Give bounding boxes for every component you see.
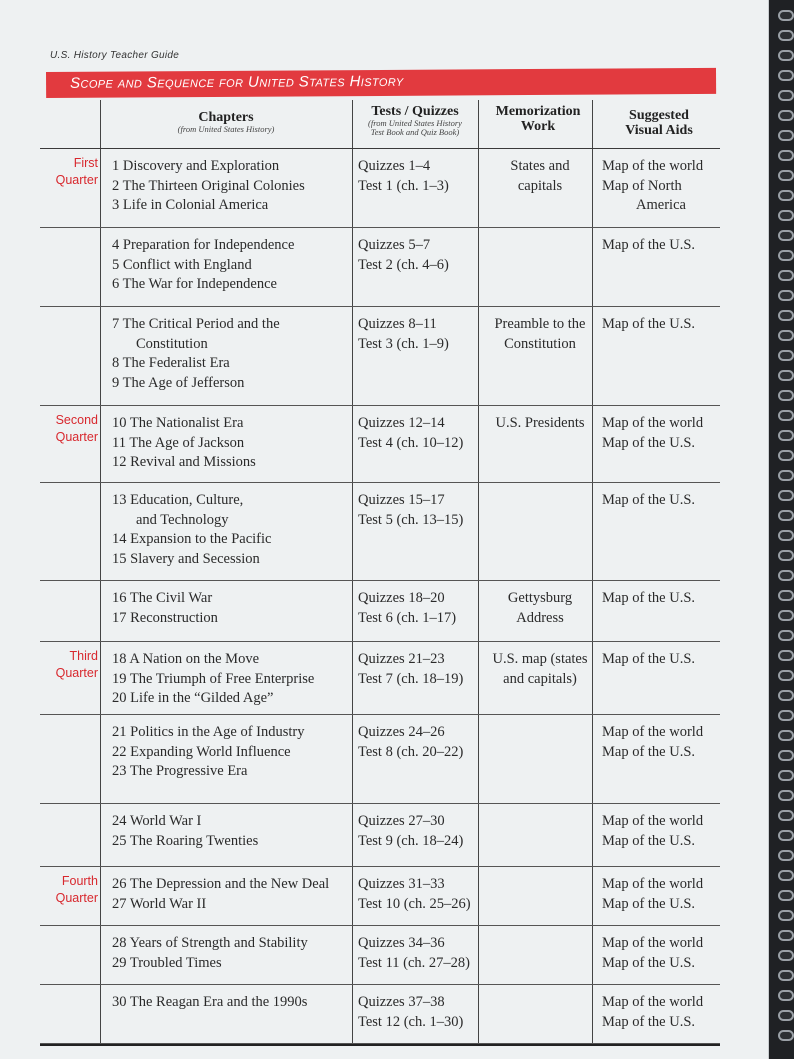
spiral-coil — [778, 250, 794, 261]
memorization-work-line: Gettysburg — [507, 590, 573, 606]
visual-aids-line: Map of the world — [602, 724, 704, 740]
spiral-coil — [778, 370, 794, 381]
column-divider — [478, 926, 479, 984]
column-divider — [100, 985, 101, 1043]
visual-aids-line: Map of the U.S. — [602, 434, 696, 451]
memorization-work-line: U.S. map (states — [492, 651, 588, 667]
tests-quizzes — [358, 993, 482, 1032]
quarter-label — [40, 873, 98, 907]
visual-aids — [602, 875, 720, 914]
spiral-coil — [778, 210, 794, 221]
scope-sequence-table — [40, 100, 720, 1044]
visual-aids-line: America — [636, 197, 686, 213]
header-memorization-label2: Work — [520, 119, 556, 134]
chapter-list — [112, 414, 352, 473]
memorization-work-line: U.S. Presidents — [495, 415, 585, 431]
tests-quizzes — [358, 934, 482, 973]
spiral-coil — [778, 470, 794, 481]
quarter-label-line: Quarter — [55, 666, 98, 680]
visual-aids-line: Map of the world — [602, 415, 704, 431]
visual-aids — [602, 414, 720, 453]
visual-aids-line: Map of North — [602, 177, 682, 194]
visual-aids — [602, 589, 720, 609]
table-bottom-rule — [40, 1044, 720, 1046]
header-visual-aids — [598, 100, 720, 156]
tests-quizzes-line: Quizzes 1–4 — [358, 158, 431, 174]
header-tests-sub2: Test Book and Quiz Book) — [370, 127, 460, 137]
column-divider — [352, 307, 353, 405]
chapter-list-line: 6 The War for Independence — [112, 276, 277, 292]
spiral-coil — [778, 490, 794, 501]
chapter-list-line: 22 Expanding World Influence — [112, 743, 291, 760]
tests-quizzes-line: Test 9 (ch. 18–24) — [358, 832, 464, 849]
tests-quizzes-line: Quizzes 21–23 — [358, 651, 445, 667]
spiral-coil — [778, 270, 794, 281]
spiral-coil — [778, 970, 794, 981]
chapter-list-line: 26 The Depression and the New Deal — [112, 876, 330, 892]
column-divider — [100, 307, 101, 405]
spiral-coil — [778, 450, 794, 461]
table-row — [40, 715, 720, 804]
chapter-list — [112, 993, 352, 1013]
quarter-label — [40, 155, 98, 189]
column-divider — [100, 867, 101, 925]
tests-quizzes — [358, 315, 482, 354]
column-divider — [478, 867, 479, 925]
spiral-coil — [778, 30, 794, 41]
column-divider — [478, 307, 479, 405]
header-divider — [352, 100, 353, 148]
visual-aids — [602, 934, 720, 973]
header-chapters-label: Chapters — [198, 110, 254, 125]
visual-aids-line: Map of the U.S. — [602, 590, 696, 606]
column-divider — [478, 406, 479, 482]
chapter-list-line: 3 Life in Colonial America — [112, 197, 269, 213]
chapter-list — [112, 650, 352, 709]
column-divider — [352, 483, 353, 580]
tests-quizzes — [358, 491, 482, 530]
spiral-coil — [778, 130, 794, 141]
visual-aids — [602, 236, 720, 256]
tests-quizzes-line: Test 2 (ch. 4–6) — [358, 256, 449, 273]
spiral-coil — [778, 670, 794, 681]
column-divider — [100, 149, 101, 227]
memorization-work-line: Address — [516, 609, 564, 626]
visual-aids-line: Map of the U.S. — [602, 743, 696, 760]
tests-quizzes-line: Test 5 (ch. 13–15) — [358, 511, 464, 528]
table-row — [40, 985, 720, 1044]
tests-quizzes-line: Quizzes 37–38 — [358, 994, 445, 1010]
chapter-list-line: 23 The Progressive Era — [112, 763, 248, 779]
spiral-coil — [778, 790, 794, 801]
tests-quizzes-line: Test 11 (ch. 27–28) — [358, 954, 471, 971]
column-divider — [352, 228, 353, 306]
chapter-list-line: 28 Years of Strength and Stability — [112, 935, 308, 951]
chapter-list-line: 27 World War II — [112, 895, 207, 912]
visual-aids-line: Map of the world — [602, 876, 704, 892]
spiral-coil — [778, 310, 794, 321]
spiral-coil — [778, 90, 794, 101]
tests-quizzes — [358, 875, 482, 914]
spiral-coil — [778, 50, 794, 61]
column-divider — [352, 406, 353, 482]
visual-aids — [602, 315, 720, 335]
spiral-coil — [778, 690, 794, 701]
tests-quizzes-line: Test 8 (ch. 20–22) — [358, 743, 464, 760]
column-divider — [352, 985, 353, 1043]
column-divider — [592, 228, 593, 306]
tests-quizzes-line: Quizzes 12–14 — [358, 415, 445, 431]
header-divider — [478, 100, 479, 148]
chapter-list-line: 16 The Civil War — [112, 590, 213, 606]
chapter-list — [112, 315, 352, 393]
chapter-list-line: 25 The Roaring Twenties — [112, 832, 259, 849]
column-divider — [478, 715, 479, 803]
column-divider — [592, 926, 593, 984]
header-divider — [100, 100, 101, 148]
banner-title: Scope and Sequence for United States History — [70, 72, 404, 92]
chapter-list-line: 18 A Nation on the Move — [112, 651, 260, 667]
chapter-list — [112, 236, 352, 295]
column-divider — [592, 307, 593, 405]
tests-quizzes-line: Test 12 (ch. 1–30) — [358, 1013, 464, 1030]
tests-quizzes — [358, 157, 482, 196]
spiral-coil — [778, 550, 794, 561]
header-divider — [592, 100, 593, 148]
chapter-list-line: 12 Revival and Missions — [112, 454, 256, 470]
table-row — [40, 307, 720, 406]
memorization-work-line: States and — [510, 158, 570, 174]
header-visual-label2: Visual Aids — [625, 123, 693, 138]
table-row — [40, 867, 720, 926]
column-divider — [478, 985, 479, 1043]
spiral-coil — [778, 150, 794, 161]
visual-aids-line: Map of the U.S. — [602, 492, 696, 508]
chapter-list-line: Constitution — [136, 335, 208, 352]
visual-aids-line: Map of the U.S. — [602, 651, 696, 667]
chapter-list — [112, 157, 352, 216]
quarter-label-line: Third — [69, 649, 98, 663]
quarter-label-line: Quarter — [55, 891, 98, 905]
quarter-label-line: First — [73, 156, 98, 170]
chapter-list-line: 30 The Reagan Era and the 1990s — [112, 994, 308, 1010]
chapter-list-line: 14 Expansion to the Pacific — [112, 531, 272, 547]
chapter-list — [112, 812, 352, 851]
column-divider — [100, 406, 101, 482]
memorization-work — [482, 157, 598, 196]
chapter-list — [112, 589, 352, 628]
quarter-label-line: Quarter — [55, 173, 98, 187]
header-tests-label: Tests / Quizzes — [371, 104, 459, 119]
column-divider — [478, 228, 479, 306]
spiral-coil — [778, 710, 794, 721]
column-divider — [592, 642, 593, 714]
spiral-coil — [778, 570, 794, 581]
visual-aids — [602, 993, 720, 1032]
column-divider — [592, 867, 593, 925]
header-tests-sub1: (from United States History — [368, 118, 462, 128]
chapter-list-line: 20 Life in the “Gilded Age” — [112, 690, 274, 706]
tests-quizzes-line: Quizzes 27–30 — [358, 813, 445, 829]
spiral-coil — [778, 110, 794, 121]
spiral-coil — [778, 350, 794, 361]
spiral-coil — [778, 990, 794, 1001]
visual-aids-line: Map of the world — [602, 935, 704, 951]
chapter-list-line: 11 The Age of Jackson — [112, 434, 245, 451]
column-divider — [352, 867, 353, 925]
tests-quizzes-line: Test 4 (ch. 10–12) — [358, 434, 464, 451]
table-row — [40, 483, 720, 581]
column-divider — [352, 642, 353, 714]
spiral-coil — [778, 1010, 794, 1021]
column-divider — [352, 926, 353, 984]
spiral-coil — [778, 930, 794, 941]
table-row — [40, 642, 720, 715]
spiral-coil — [778, 190, 794, 201]
memorization-work-line: and capitals) — [503, 670, 577, 687]
running-head: U.S. History Teacher Guide — [50, 50, 180, 61]
visual-aids-line: Map of the U.S. — [602, 895, 696, 912]
spiral-coil — [778, 650, 794, 661]
chapter-list-line: 9 The Age of Jefferson — [112, 374, 245, 391]
title-banner — [46, 68, 716, 98]
quarter-label-line: Fourth — [61, 874, 98, 888]
tests-quizzes — [358, 589, 482, 628]
memorization-work-line: Preamble to the — [494, 316, 586, 332]
chapter-list-line: 13 Education, Culture, — [112, 492, 244, 508]
memorization-work — [482, 414, 598, 434]
spiral-coil — [778, 510, 794, 521]
column-divider — [478, 149, 479, 227]
spiral-coil — [778, 530, 794, 541]
chapter-list-line: 4 Preparation for Independence — [112, 237, 295, 253]
column-divider — [100, 483, 101, 580]
tests-quizzes-line: Quizzes 34–36 — [358, 935, 445, 951]
tests-quizzes-line: Quizzes 24–26 — [358, 724, 445, 740]
tests-quizzes-line: Test 7 (ch. 18–19) — [358, 670, 464, 687]
chapter-list-line: 10 The Nationalist Era — [112, 415, 244, 431]
chapter-list — [112, 491, 352, 569]
spiral-coil — [778, 830, 794, 841]
quarter-label — [40, 648, 98, 682]
column-divider — [352, 581, 353, 641]
chapter-list-line: 15 Slavery and Secession — [112, 550, 260, 567]
spiral-coil — [778, 410, 794, 421]
header-visual-label1: Suggested — [629, 108, 689, 123]
spiral-coil — [778, 610, 794, 621]
spiral-coil — [778, 630, 794, 641]
chapter-list-line: 19 The Triumph of Free Enterprise — [112, 670, 315, 687]
memorization-work — [482, 589, 598, 628]
visual-aids — [602, 157, 720, 216]
column-divider — [592, 483, 593, 580]
column-divider — [478, 483, 479, 580]
header-memorization-label1: Memorization — [495, 104, 581, 119]
column-divider — [352, 149, 353, 227]
spiral-coil — [778, 390, 794, 401]
tests-quizzes-line: Test 10 (ch. 25–26) — [358, 895, 471, 912]
tests-quizzes-line: Quizzes 18–20 — [358, 590, 445, 606]
tests-quizzes-line: Quizzes 5–7 — [358, 237, 431, 253]
visual-aids-line: Map of the U.S. — [602, 1013, 696, 1030]
tests-quizzes-line: Quizzes 31–33 — [358, 876, 445, 892]
chapter-list-line: 21 Politics in the Age of Industry — [112, 724, 305, 740]
tests-quizzes-line: Quizzes 8–11 — [358, 316, 437, 332]
tests-quizzes-line: Test 3 (ch. 1–9) — [358, 335, 449, 352]
memorization-work — [482, 650, 598, 689]
spiral-coil — [778, 770, 794, 781]
column-divider — [478, 581, 479, 641]
spiral-coil — [778, 10, 794, 21]
table-row — [40, 926, 720, 985]
column-divider — [592, 985, 593, 1043]
table-header — [40, 100, 720, 149]
tests-quizzes-line: Quizzes 15–17 — [358, 492, 445, 508]
column-divider — [478, 642, 479, 714]
visual-aids-line: Map of the world — [602, 994, 704, 1010]
spiral-coil — [778, 170, 794, 181]
visual-aids-line: Map of the world — [602, 158, 704, 174]
spiral-coil — [778, 1030, 794, 1041]
header-chapters-sub: (from United States History) — [177, 124, 275, 134]
visual-aids — [602, 491, 720, 511]
column-divider — [100, 715, 101, 803]
table-body — [40, 149, 720, 1044]
quarter-label-line: Quarter — [55, 430, 98, 444]
column-divider — [352, 804, 353, 866]
spiral-coil — [778, 950, 794, 961]
tests-quizzes-line: Test 1 (ch. 1–3) — [358, 177, 449, 194]
table-row — [40, 406, 720, 483]
spiral-coil — [778, 850, 794, 861]
visual-aids-line: Map of the U.S. — [602, 954, 696, 971]
column-divider — [592, 406, 593, 482]
chapter-list-line: 24 World War I — [112, 813, 202, 829]
visual-aids-line: Map of the U.S. — [602, 316, 696, 332]
header-tests — [352, 100, 478, 152]
chapter-list — [112, 934, 352, 973]
tests-quizzes — [358, 414, 482, 453]
visual-aids-line: Map of the U.S. — [602, 237, 696, 253]
spiral-binding — [772, 10, 794, 1055]
column-divider — [592, 581, 593, 641]
chapter-list-line: and Technology — [136, 511, 229, 528]
tests-quizzes — [358, 650, 482, 689]
chapter-list-line: 7 The Critical Period and the — [112, 316, 280, 332]
visual-aids-line: Map of the world — [602, 813, 704, 829]
memorization-work-line: Constitution — [504, 335, 576, 352]
spiral-coil — [778, 810, 794, 821]
spiral-coil — [778, 330, 794, 341]
spiral-coil — [778, 290, 794, 301]
header-memorization — [478, 100, 598, 152]
visual-aids — [602, 812, 720, 851]
tests-quizzes — [358, 236, 482, 275]
visual-aids — [602, 723, 720, 762]
spiral-coil — [778, 230, 794, 241]
column-divider — [100, 804, 101, 866]
column-divider — [100, 926, 101, 984]
column-divider — [592, 804, 593, 866]
table-row — [40, 228, 720, 307]
chapter-list — [112, 723, 352, 782]
memorization-work-line: capitals — [517, 177, 563, 194]
spiral-coil — [778, 890, 794, 901]
spiral-coil — [778, 910, 794, 921]
visual-aids — [602, 650, 720, 670]
table-row — [40, 149, 720, 228]
spiral-coil — [778, 730, 794, 741]
chapter-list — [112, 875, 352, 914]
column-divider — [592, 149, 593, 227]
memorization-work — [482, 315, 598, 354]
chapter-list-line: 8 The Federalist Era — [112, 355, 230, 371]
tests-quizzes — [358, 812, 482, 851]
column-divider — [100, 642, 101, 714]
visual-aids-line: Map of the U.S. — [602, 832, 696, 849]
column-divider — [100, 581, 101, 641]
spiral-coil — [778, 70, 794, 81]
tests-quizzes — [358, 723, 482, 762]
spiral-coil — [778, 870, 794, 881]
column-divider — [592, 715, 593, 803]
chapter-list-line: 29 Troubled Times — [112, 954, 222, 971]
column-divider — [478, 804, 479, 866]
chapter-list-line: 1 Discovery and Exploration — [112, 158, 280, 174]
table-row — [40, 581, 720, 642]
quarter-label-line: Second — [55, 413, 98, 427]
chapter-list-line: 5 Conflict with England — [112, 256, 252, 273]
spiral-coil — [778, 430, 794, 441]
spiral-coil — [778, 750, 794, 761]
chapter-list-line: 17 Reconstruction — [112, 609, 218, 626]
column-divider — [352, 715, 353, 803]
tests-quizzes-line: Test 6 (ch. 1–17) — [358, 609, 457, 626]
table-row — [40, 804, 720, 867]
spiral-coil — [778, 590, 794, 601]
column-divider — [100, 228, 101, 306]
chapter-list-line: 2 The Thirteen Original Colonies — [112, 177, 305, 194]
quarter-label — [40, 412, 98, 446]
